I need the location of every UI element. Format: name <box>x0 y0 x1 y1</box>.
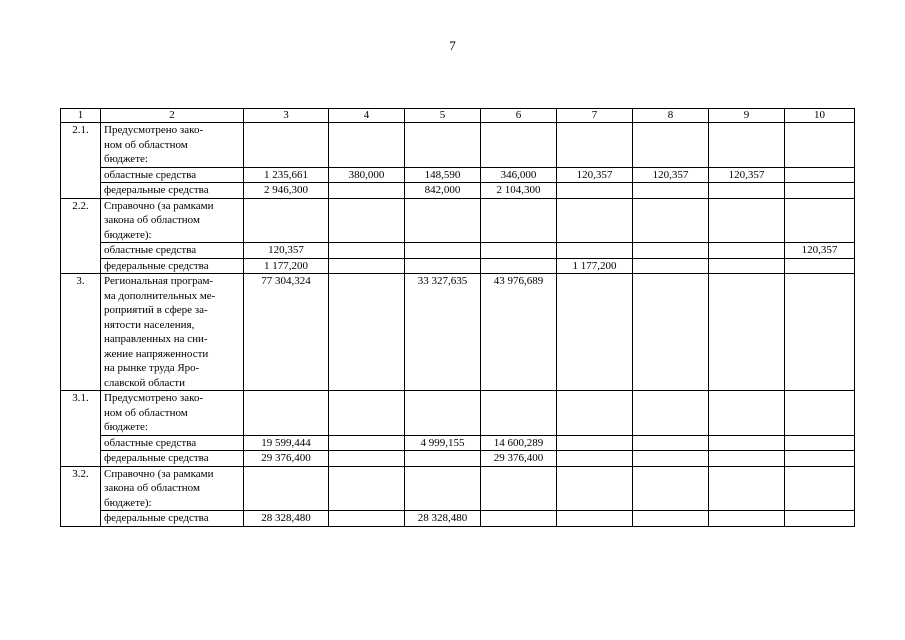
value-cell <box>329 435 405 451</box>
column-header: 8 <box>633 109 709 123</box>
value-cell <box>405 451 481 467</box>
value-cell <box>785 167 855 183</box>
row-title-line: закона об областном <box>104 214 200 226</box>
value-cell <box>557 123 633 168</box>
row-title-line: Предусмотрено зако- <box>104 124 204 136</box>
row-title-line: направленных на сни- <box>104 333 208 345</box>
value-cell <box>709 274 785 391</box>
row-title-line: роприятий в сфере за- <box>104 304 208 316</box>
row-title <box>101 391 244 436</box>
funding-label: федеральные средства <box>101 511 244 527</box>
value-cell <box>785 391 855 436</box>
value-cell <box>481 243 557 259</box>
row-title-line: жение напряженности <box>104 347 209 360</box>
value-cell <box>329 451 405 467</box>
row-title-line: закона об областном <box>104 482 200 494</box>
row-title <box>101 466 244 511</box>
column-header: 7 <box>557 109 633 123</box>
funding-label: областные средства <box>101 167 244 183</box>
row-title-line: славской области <box>104 376 185 389</box>
value-cell <box>405 466 481 511</box>
value-cell <box>709 183 785 199</box>
value-cell <box>709 391 785 436</box>
value-cell <box>557 198 633 243</box>
value-cell: 120,357 <box>709 167 785 183</box>
value-cell: 14 600,289 <box>481 435 557 451</box>
row-title-line: Справочно (за рамками <box>104 467 214 480</box>
value-cell <box>785 451 855 467</box>
value-cell: 33 327,635 <box>405 274 481 391</box>
row-title-line: Предусмотрено зако- <box>104 392 204 404</box>
value-cell: 1 235,661 <box>244 167 329 183</box>
funding-label: областные средства <box>101 243 244 259</box>
value-cell: 4 999,155 <box>405 435 481 451</box>
value-cell <box>329 511 405 527</box>
row-title-line: ма дополнительных ме- <box>104 289 216 302</box>
value-cell: 148,590 <box>405 167 481 183</box>
value-cell <box>633 466 709 511</box>
row-title <box>101 274 244 391</box>
value-cell <box>709 511 785 527</box>
value-cell <box>557 466 633 511</box>
value-cell <box>557 451 633 467</box>
value-cell <box>557 511 633 527</box>
column-header: 3 <box>244 109 329 123</box>
table-row <box>61 198 855 243</box>
table-header-row <box>61 109 855 123</box>
value-cell <box>709 435 785 451</box>
table-row <box>61 123 855 168</box>
value-cell <box>633 198 709 243</box>
value-cell <box>709 466 785 511</box>
value-cell <box>329 198 405 243</box>
value-cell <box>481 198 557 243</box>
page-number: 7 <box>449 38 456 53</box>
value-cell <box>785 511 855 527</box>
value-cell <box>557 435 633 451</box>
row-title-line: ном об областном <box>104 138 188 151</box>
row-title-line: Справочно (за рамками <box>104 199 214 212</box>
value-cell <box>785 466 855 511</box>
value-cell <box>785 258 855 274</box>
column-header: 1 <box>61 109 101 123</box>
value-cell <box>329 258 405 274</box>
value-cell <box>709 451 785 467</box>
value-cell <box>481 258 557 274</box>
row-title-line: бюджете: <box>104 421 148 433</box>
value-cell <box>329 123 405 168</box>
funding-label: областные средства <box>101 435 244 451</box>
value-cell <box>481 466 557 511</box>
value-cell <box>633 183 709 199</box>
table-subrow <box>61 258 855 274</box>
value-cell <box>785 274 855 391</box>
funding-label: федеральные средства <box>101 258 244 274</box>
value-cell: 19 599,444 <box>244 435 329 451</box>
row-title-line: ном об областном <box>104 406 188 419</box>
funding-label: федеральные средства <box>101 451 244 467</box>
value-cell <box>785 123 855 168</box>
value-cell <box>481 123 557 168</box>
value-cell <box>633 258 709 274</box>
value-cell <box>633 451 709 467</box>
row-number: 3. <box>61 274 101 391</box>
value-cell: 120,357 <box>633 167 709 183</box>
value-cell <box>405 243 481 259</box>
value-cell: 1 177,200 <box>557 258 633 274</box>
value-cell: 2 946,300 <box>244 183 329 199</box>
value-cell <box>481 391 557 436</box>
value-cell: 28 328,480 <box>244 511 329 527</box>
value-cell: 842,000 <box>405 183 481 199</box>
value-cell: 43 976,689 <box>481 274 557 391</box>
value-cell <box>329 466 405 511</box>
value-cell: 346,000 <box>481 167 557 183</box>
table-subrow <box>61 451 855 467</box>
value-cell <box>405 198 481 243</box>
row-number: 3.2. <box>61 466 101 526</box>
table-subrow <box>61 243 855 259</box>
value-cell: 120,357 <box>785 243 855 259</box>
value-cell <box>329 243 405 259</box>
value-cell <box>329 274 405 391</box>
value-cell <box>633 274 709 391</box>
value-cell <box>785 435 855 451</box>
value-cell: 29 376,400 <box>244 451 329 467</box>
value-cell <box>244 466 329 511</box>
row-title-line: бюджете): <box>104 228 152 241</box>
table-subrow <box>61 511 855 527</box>
value-cell <box>633 243 709 259</box>
value-cell: 120,357 <box>244 243 329 259</box>
column-header: 10 <box>785 109 855 123</box>
row-title <box>101 123 244 168</box>
value-cell <box>405 123 481 168</box>
value-cell <box>709 243 785 259</box>
column-header: 4 <box>329 109 405 123</box>
value-cell <box>244 123 329 168</box>
row-title-line: нятости населения, <box>104 318 195 331</box>
value-cell <box>405 391 481 436</box>
column-header: 9 <box>709 109 785 123</box>
value-cell <box>244 198 329 243</box>
column-header: 2 <box>101 109 244 123</box>
row-number: 2.1. <box>61 123 101 199</box>
table-row <box>61 391 855 436</box>
value-cell: 1 177,200 <box>244 258 329 274</box>
value-cell <box>557 243 633 259</box>
column-header: 6 <box>481 109 557 123</box>
value-cell: 28 328,480 <box>405 511 481 527</box>
funding-label: федеральные средства <box>101 183 244 199</box>
value-cell: 120,357 <box>557 167 633 183</box>
value-cell: 2 104,300 <box>481 183 557 199</box>
table-row <box>61 466 855 511</box>
value-cell <box>557 183 633 199</box>
value-cell <box>244 391 329 436</box>
value-cell <box>481 511 557 527</box>
row-title-line: на рынке труда Яро- <box>104 362 200 374</box>
value-cell <box>633 435 709 451</box>
value-cell <box>633 123 709 168</box>
value-cell <box>785 198 855 243</box>
value-cell <box>557 391 633 436</box>
value-cell <box>329 183 405 199</box>
value-cell <box>557 274 633 391</box>
row-title-line: бюджете): <box>104 496 152 509</box>
table-subrow <box>61 167 855 183</box>
value-cell <box>405 258 481 274</box>
value-cell <box>329 391 405 436</box>
value-cell <box>709 258 785 274</box>
row-title <box>101 198 244 243</box>
budget-table <box>60 108 855 527</box>
table-subrow <box>61 183 855 199</box>
column-header: 5 <box>405 109 481 123</box>
value-cell <box>709 198 785 243</box>
value-cell <box>709 123 785 168</box>
value-cell: 77 304,324 <box>244 274 329 391</box>
value-cell: 29 376,400 <box>481 451 557 467</box>
row-number: 2.2. <box>61 198 101 274</box>
value-cell: 380,000 <box>329 167 405 183</box>
table-row <box>61 274 855 391</box>
value-cell <box>633 511 709 527</box>
value-cell <box>785 183 855 199</box>
table-subrow <box>61 435 855 451</box>
row-title-line: бюджете: <box>104 153 148 165</box>
row-title-line: Региональная програм- <box>104 275 214 287</box>
value-cell <box>633 391 709 436</box>
row-number: 3.1. <box>61 391 101 467</box>
